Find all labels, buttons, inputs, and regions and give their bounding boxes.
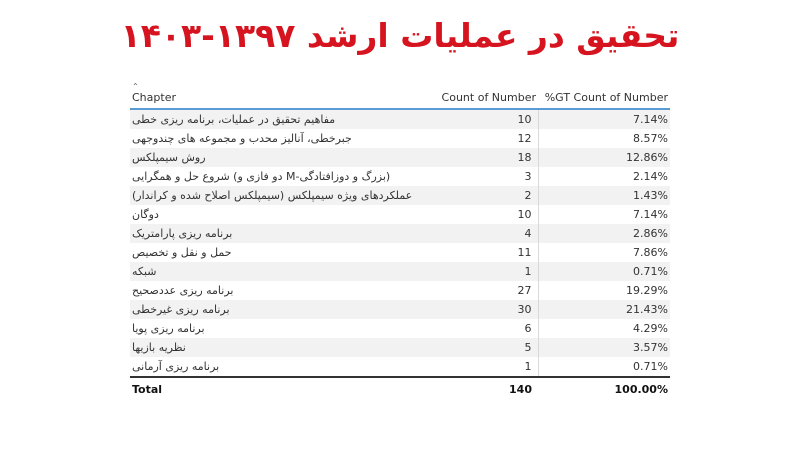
- column-header-pct-label: %GT Count of Number: [544, 91, 668, 104]
- cell-count: 4: [435, 224, 538, 243]
- cell-pct: 19.29%: [538, 281, 670, 300]
- table-row[interactable]: [130, 357, 670, 377]
- total-pct: 100.00%: [538, 377, 670, 400]
- table-row[interactable]: [130, 338, 670, 357]
- cell-chapter: [130, 224, 435, 243]
- cell-count: 12: [435, 129, 538, 148]
- table-row[interactable]: [130, 224, 670, 243]
- cell-count: 27: [435, 281, 538, 300]
- cell-count: 1: [435, 357, 538, 377]
- cell-chapter: [130, 109, 435, 129]
- table-row[interactable]: [130, 319, 670, 338]
- cell-count: 18: [435, 148, 538, 167]
- cell-count: 11: [435, 243, 538, 262]
- cell-chapter-text: برنامه ریزی غیرخطی: [132, 303, 230, 316]
- total-count: 140: [435, 377, 538, 400]
- table-row[interactable]: [130, 167, 670, 186]
- cell-chapter-text: عملکردهای ویژه سیمپلکس (سیمپلکس اصلاح شده و کراندار): [132, 189, 413, 202]
- cell-chapter: [130, 186, 435, 205]
- cell-chapter-text: برنامه ریزی عددصحیح: [132, 284, 234, 297]
- cell-chapter-text: شبکه: [132, 265, 157, 278]
- cell-pct: 7.86%: [538, 243, 670, 262]
- cell-pct: 3.57%: [538, 338, 670, 357]
- cell-chapter: [130, 205, 435, 224]
- table-row[interactable]: [130, 262, 670, 281]
- table-row[interactable]: [130, 300, 670, 319]
- cell-chapter: [130, 167, 435, 186]
- cell-pct: 0.71%: [538, 357, 670, 377]
- table-row[interactable]: [130, 186, 670, 205]
- cell-pct: 12.86%: [538, 148, 670, 167]
- cell-chapter: [130, 262, 435, 281]
- cell-chapter: [130, 300, 435, 319]
- table-row[interactable]: [130, 281, 670, 300]
- cell-count: 2: [435, 186, 538, 205]
- cell-chapter-text: برنامه ریزی پارامتریک: [132, 227, 233, 240]
- page-title: تحقیق در عملیات ارشد ۱۳۹۷-۱۴۰۳: [120, 16, 680, 55]
- cell-count: 10: [435, 205, 538, 224]
- chapter-count-table: [130, 78, 670, 400]
- matrix-table-visual: [130, 78, 670, 400]
- sort-ascending-icon: ⌃: [132, 82, 139, 91]
- cell-chapter-text: جبرخطی، آنالیز محدب و مجموعه های چندوجهی: [132, 132, 352, 145]
- cell-chapter-text: حمل و نقل و تخصیص: [132, 246, 232, 259]
- column-header-chapter-label: Chapter: [132, 91, 176, 104]
- cell-count: 10: [435, 109, 538, 129]
- cell-chapter-text: دوگان: [132, 208, 159, 221]
- cell-pct: 2.14%: [538, 167, 670, 186]
- column-header-chapter[interactable]: [130, 78, 435, 109]
- cell-chapter-text: نظریه بازیها: [132, 341, 186, 354]
- column-header-count[interactable]: [435, 78, 538, 109]
- cell-pct: 8.57%: [538, 129, 670, 148]
- table-row[interactable]: [130, 243, 670, 262]
- cell-count: 6: [435, 319, 538, 338]
- cell-pct: 7.14%: [538, 109, 670, 129]
- cell-chapter-text: مفاهیم تحقیق در عملیات، برنامه ریزی خطی: [132, 113, 336, 126]
- total-row: [130, 377, 670, 400]
- cell-chapter: [130, 148, 435, 167]
- cell-chapter-text: (بزرگ و دوزافتادگی-M دو فازی و) شروع حل و همگرایی: [132, 170, 391, 183]
- table-row[interactable]: [130, 109, 670, 129]
- cell-pct: 2.86%: [538, 224, 670, 243]
- cell-pct: 4.29%: [538, 319, 670, 338]
- cell-pct: 0.71%: [538, 262, 670, 281]
- cell-chapter: [130, 319, 435, 338]
- cell-chapter: [130, 129, 435, 148]
- total-label: Total: [130, 377, 435, 400]
- cell-count: 1: [435, 262, 538, 281]
- cell-count: 30: [435, 300, 538, 319]
- cell-pct: 1.43%: [538, 186, 670, 205]
- cell-chapter: [130, 357, 435, 377]
- table-row[interactable]: [130, 148, 670, 167]
- table-row[interactable]: [130, 205, 670, 224]
- table-body: [130, 109, 670, 377]
- table-header-row: [130, 78, 670, 109]
- cell-pct: 7.14%: [538, 205, 670, 224]
- cell-count: 5: [435, 338, 538, 357]
- cell-chapter: [130, 281, 435, 300]
- cell-count: 3: [435, 167, 538, 186]
- column-header-count-label: Count of Number: [441, 91, 536, 104]
- cell-chapter: [130, 338, 435, 357]
- cell-chapter-text: روش سیمپلکس: [132, 151, 206, 164]
- table-row[interactable]: [130, 129, 670, 148]
- column-header-pct[interactable]: [538, 78, 670, 109]
- cell-chapter-text: برنامه ریزی پویا: [132, 322, 205, 335]
- cell-chapter: [130, 243, 435, 262]
- cell-pct: 21.43%: [538, 300, 670, 319]
- cell-chapter-text: برنامه ریزی آرمانی: [132, 360, 220, 373]
